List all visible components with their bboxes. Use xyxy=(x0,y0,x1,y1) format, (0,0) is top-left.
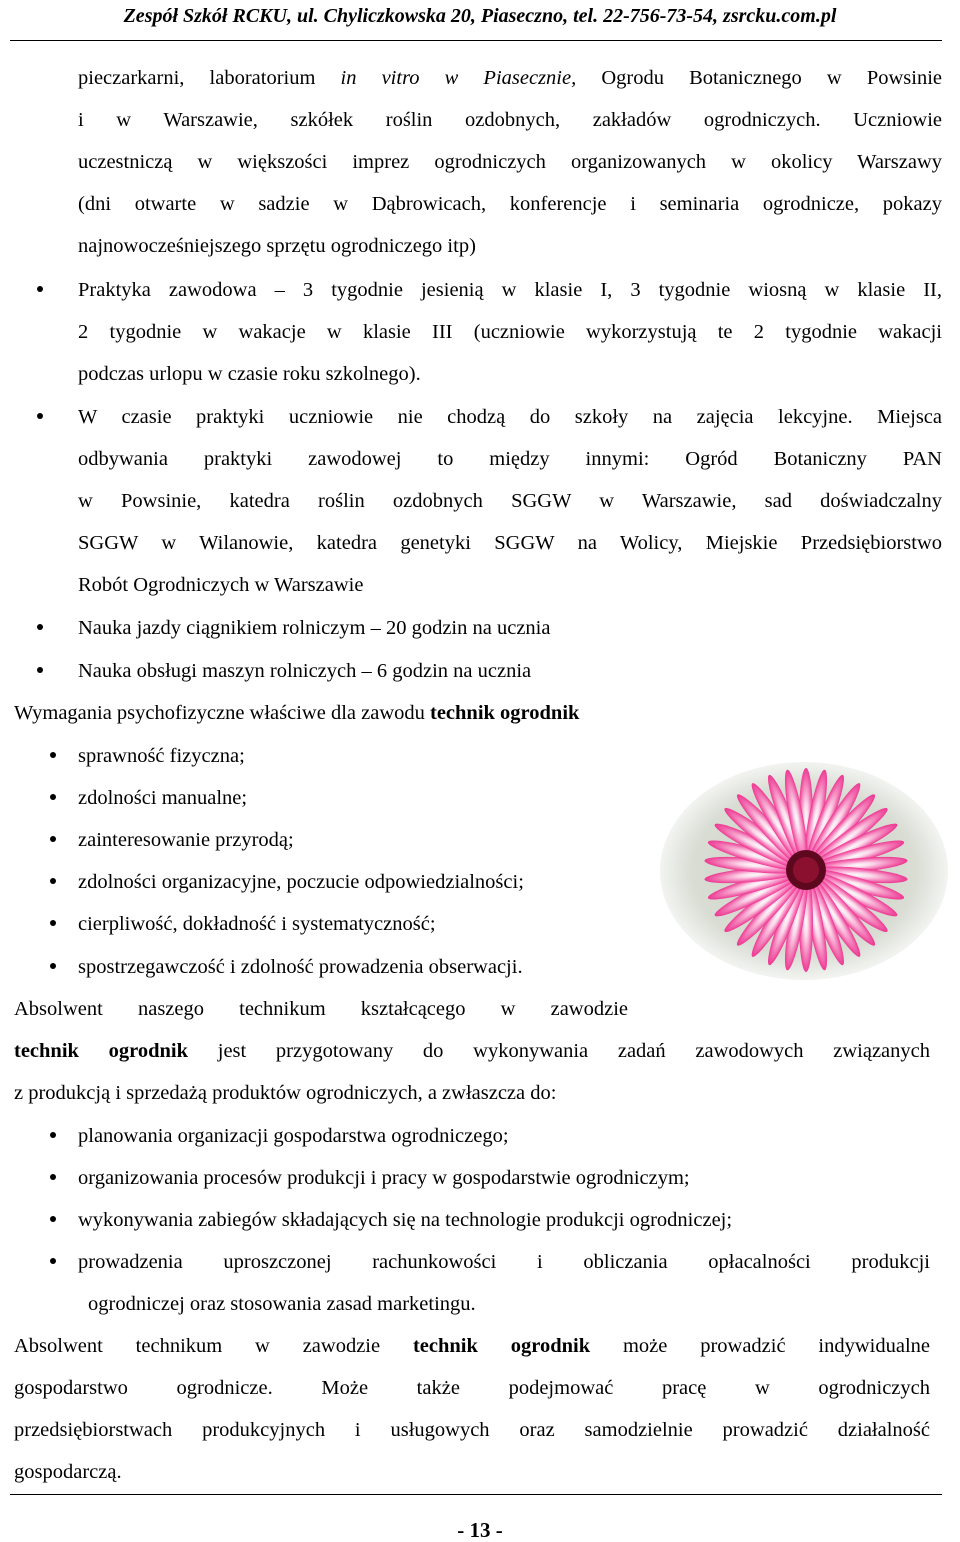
places-line-3: w Powsinie, katedra roślin ozdobnych SGGW w Warszawie, sad doświadczalny xyxy=(78,490,942,512)
intro-line-4: (dni otwarte w sadzie w Dąbrowicach, konferencje i seminaria ogrodnicze, pokazy xyxy=(78,193,942,215)
bullet-icon xyxy=(50,836,56,842)
bullet-icon xyxy=(37,624,43,630)
header-rule xyxy=(10,40,942,41)
requirements-heading: Wymagania psychofizyczne właściwe dla zawodu technik ogrodnik xyxy=(14,702,580,724)
bullet-icon xyxy=(37,667,43,673)
graduate2-line-3: przedsiębiorstwach produkcyjnych i usługowych oraz samodzielnie prowadzić działalność xyxy=(14,1419,930,1441)
page-header: Zespół Szkół RCKU, ul. Chyliczkowska 20, Piaseczno, tel. 22-756-73-54, zsrcku.com.pl xyxy=(123,5,837,27)
intro-line-1: pieczarkarni, laboratorium in vitro w Piasecznie, Ogrodu Botanicznego w Powsinie xyxy=(78,67,942,89)
page-number: - 13 - xyxy=(457,1518,503,1542)
task-item: prowadzenia uproszczonej rachunkowości i obliczania opłacalności produkcji xyxy=(78,1251,930,1273)
practice-line-1: Praktyka zawodowa – 3 tygodnie jesienią w klasie I, 3 tygodnie wiosną w klasie II, xyxy=(78,279,942,301)
intro-line-5: najnowocześniejszego sprzętu ogrodniczego itp) xyxy=(78,235,476,257)
bullet-icon xyxy=(50,963,56,969)
requirement-item: zdolności manualne; xyxy=(78,787,248,809)
requirement-item: zainteresowanie przyrodą; xyxy=(78,829,294,851)
graduate2-line-2: gospodarstwo ogrodnicze. Może także podejmować pracę w ogrodniczych xyxy=(14,1377,930,1399)
requirement-item: zdolności organizacyjne, poczucie odpowiedzialności; xyxy=(78,871,524,893)
places-line-5: Robót Ogrodniczych w Warszawie xyxy=(78,574,364,596)
practice-line-2: 2 tygodnie w wakacje w klasie III (uczniowie wykorzystują te 2 tygodnie wakacji xyxy=(78,321,942,343)
task-item: wykonywania zabiegów składających się na technologie produkcji ogrodniczej; xyxy=(78,1209,733,1231)
machines-line: Nauka obsługi maszyn rolniczych – 6 godzin na ucznia xyxy=(78,660,532,682)
flower-photo xyxy=(660,762,948,980)
bullet-icon xyxy=(37,413,43,419)
footer-rule xyxy=(10,1494,942,1495)
bullet-icon xyxy=(50,1216,56,1222)
requirement-item: spostrzegawczość i zdolność prowadzenia obserwacji. xyxy=(78,956,523,978)
places-line-2: odbywania praktyki zawodowej to między innymi: Ogród Botaniczny PAN xyxy=(78,448,942,470)
graduate2-line-4: gospodarczą. xyxy=(14,1461,122,1483)
bullet-icon xyxy=(50,1174,56,1180)
intro-line-3: uczestniczą w większości imprez ogrodniczych organizowanych w okolicy Warszawy xyxy=(78,151,942,173)
task-item: organizowania procesów produkcji i pracy w gospodarstwie ogrodniczym; xyxy=(78,1167,690,1189)
flower-illustration xyxy=(660,762,948,980)
bullet-icon xyxy=(50,752,56,758)
bullet-icon xyxy=(50,878,56,884)
graduate1-line-1: Absolwent naszego technikum kształcącego w zawodzie xyxy=(14,998,628,1020)
requirement-item: cierpliwość, dokładność i systematyczność; xyxy=(78,913,436,935)
bullet-icon xyxy=(50,794,56,800)
bullet-icon xyxy=(50,1132,56,1138)
graduate1-line-3: z produkcją i sprzedażą produktów ogrodniczych, a zwłaszcza do: xyxy=(14,1082,557,1104)
practice-line-3: podczas urlopu w czasie roku szkolnego). xyxy=(78,363,421,385)
task-item: planowania organizacji gospodarstwa ogrodniczego; xyxy=(78,1125,509,1147)
graduate1-line-2: technik ogrodnik jest przygotowany do wykonywania zadań zawodowych związanych xyxy=(14,1040,930,1062)
intro-line-2: i w Warszawie, szkółek roślin ozdobnych, zakładów ogrodniczych. Uczniowie xyxy=(78,109,942,131)
task-item-continuation: ogrodniczej oraz stosowania zasad marketingu. xyxy=(88,1293,476,1315)
bullet-icon xyxy=(37,286,43,292)
graduate2-line-1: Absolwent technikum w zawodzie technik ogrodnik może prowadzić indywidualne xyxy=(14,1335,931,1357)
bullet-icon xyxy=(50,920,56,926)
places-line-1: W czasie praktyki uczniowie nie chodzą do szkoły na zajęcia lekcyjne. Miejsca xyxy=(78,406,942,428)
places-line-4: SGGW w Wilanowie, katedra genetyki SGGW na Wolicy, Miejskie Przedsiębiorstwo xyxy=(78,532,942,554)
requirement-item: sprawność fizyczna; xyxy=(78,745,245,767)
tractor-line: Nauka jazdy ciągnikiem rolniczym – 20 godzin na ucznia xyxy=(78,617,551,639)
bullet-icon xyxy=(50,1258,56,1264)
